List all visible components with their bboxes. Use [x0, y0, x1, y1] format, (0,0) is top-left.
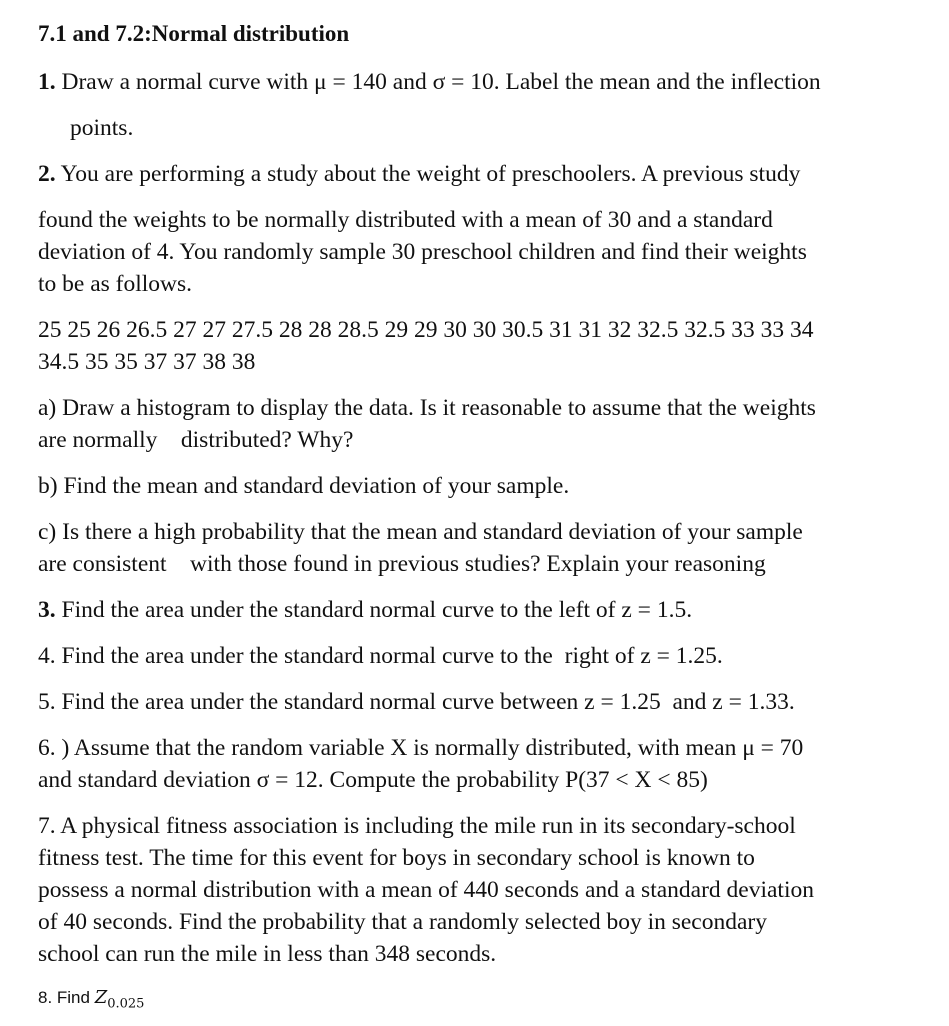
question-6-line2: and standard deviation σ = 12. Compute the probability P(37 < X < 85): [38, 767, 708, 793]
question-3: [38, 594, 692, 626]
question-2-number: 2.: [38, 161, 56, 187]
question-2-text-line2: found the weights to be normally distributed with a mean of 30 and a standard: [38, 207, 773, 233]
question-1-text-line1: Draw a normal curve with μ = 140 and σ = 10. Label the mean and the inflection: [61, 69, 821, 95]
question-2c-line2: are consistent with those found in previous studies? Explain your reasoning: [38, 551, 766, 577]
weights-data-line2: 34.5 35 35 37 37 38 38: [38, 349, 256, 375]
question-3-number: 3.: [38, 597, 56, 623]
question-7-line1: 7. A physical fitness association is including the mile run in its secondary-school: [38, 813, 796, 839]
question-2a-line1: a) Draw a histogram to display the data. Is it reasonable to assume that the weights: [38, 395, 816, 421]
question-7-line2: fitness test. The time for this event for boys in secondary school is known to: [38, 845, 755, 871]
question-1-number: 1.: [38, 69, 56, 95]
weights-data-line1: 25 25 26 26.5 27 27 27.5 28 28 28.5 29 29 30 30 30.5 31 31 32 32.5 32.5 33 33 34: [38, 317, 814, 343]
question-7-line5: school can run the mile in less than 348 seconds.: [38, 941, 497, 967]
question-7-line3: possess a normal distribution with a mean of 440 seconds and a standard deviation: [38, 877, 814, 903]
question-8: [38, 986, 144, 1017]
question-2-text-line4: to be as follows.: [38, 271, 193, 297]
question-1: [38, 66, 821, 98]
question-4: 4. Find the area under the standard normal curve to the right of z = 1.25.: [38, 643, 723, 669]
z-critical-value: $Z_{0.025}$: [94, 987, 145, 1012]
question-5: 5. Find the area under the standard normal curve between z = 1.25 and z = 1.33.: [38, 689, 795, 715]
question-6-line1: 6. ) Assume that the random variable X is normally distributed, with mean μ = 70: [38, 735, 804, 761]
page-title: 7.1 and 7.2:Normal distribution: [38, 21, 350, 46]
question-8-prefix: 8. Find: [38, 988, 95, 1007]
question-2a-line2: are normally distributed? Why?: [38, 427, 354, 453]
question-2b: b) Find the mean and standard deviation of your sample.: [38, 473, 570, 499]
question-1-text-line2: points.: [70, 115, 134, 141]
question-2-text-line3: deviation of 4. You randomly sample 30 preschool children and find their weights: [38, 239, 807, 265]
question-3-text: Find the area under the standard normal curve to the left of z = 1.5.: [61, 597, 693, 623]
question-2: [38, 158, 800, 190]
question-7-line4: of 40 seconds. Find the probability that a randomly selected boy in secondary: [38, 909, 767, 935]
question-2-text-line1: You are performing a study about the weight of preschoolers. A previous study: [60, 161, 801, 187]
question-2c-line1: c) Is there a high probability that the mean and standard deviation of your sample: [38, 519, 803, 545]
